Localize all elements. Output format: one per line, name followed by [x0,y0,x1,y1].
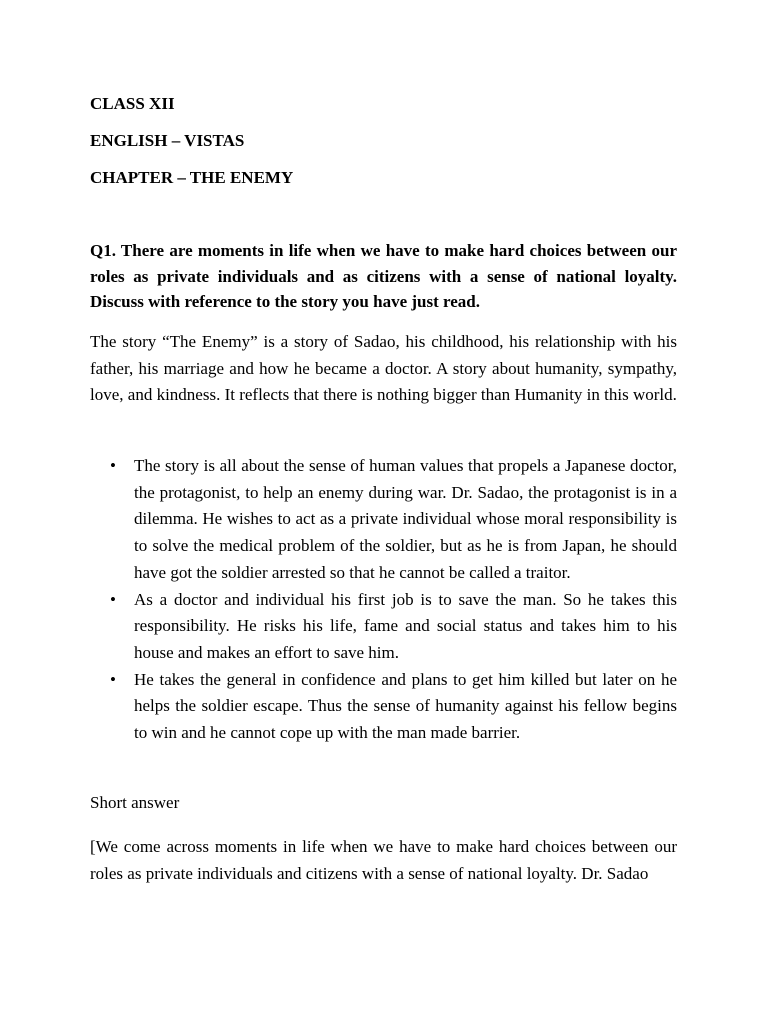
bullet-icon: • [110,669,116,689]
bullet-text: As a doctor and individual his first job is to save the man. So he takes this responsibility. He risks his life, fame and social status and takes him to his house and makes an effort to save him. [134,589,677,662]
bullet-icon: • [110,456,116,475]
bullet-text: The story is all about the sense of human values that propels a Japanese doctor, the protagonist, to help an enemy during war. Dr. Sadao, the protagonist is in a dilemma. He wishes to act as a private individual whose moral responsibility is to solve the medical problem of the soldier, but as he is from Japan, he should have got the soldier arrested so that he cannot be called a traitor. [134,456,677,582]
bullet-item [90,587,677,667]
question-text: Q1. There are moments in life when we have to make hard choices between our roles as private individuals and as citizens with a sense of national loyalty. Discuss with reference to the story you have just read. [90,241,677,311]
bullet-text: He takes the general in confidence and plans to get him killed but later on he helps the soldier escape. Thus the sense of humanity against his fellow begins to win and he cannot cope up with the man made barrier. [134,669,677,743]
subject-heading: ENGLISH – VISTAS [90,131,245,150]
bullet-item [90,667,677,747]
short-answer-label: Short answer [90,793,180,812]
bullet-icon: • [110,589,116,609]
chapter-heading: CHAPTER – THE ENEMY [90,168,294,187]
bullet-list [90,453,677,747]
intro-paragraph: The story “The Enemy” is a story of Sadao, his childhood, his relationship with his father, his marriage and how he became a doctor. A story about humanity, sympathy, love, and kindness. It reflects that there is nothing bigger than Humanity in this world. [90,332,677,404]
class-heading: CLASS XII [90,94,175,113]
short-answer-paragraph: [We come across moments in life when we have to make hard choices between our roles as private individuals and citizens with a sense of national loyalty. Dr. Sadao [90,837,677,883]
bullet-item [90,453,677,587]
